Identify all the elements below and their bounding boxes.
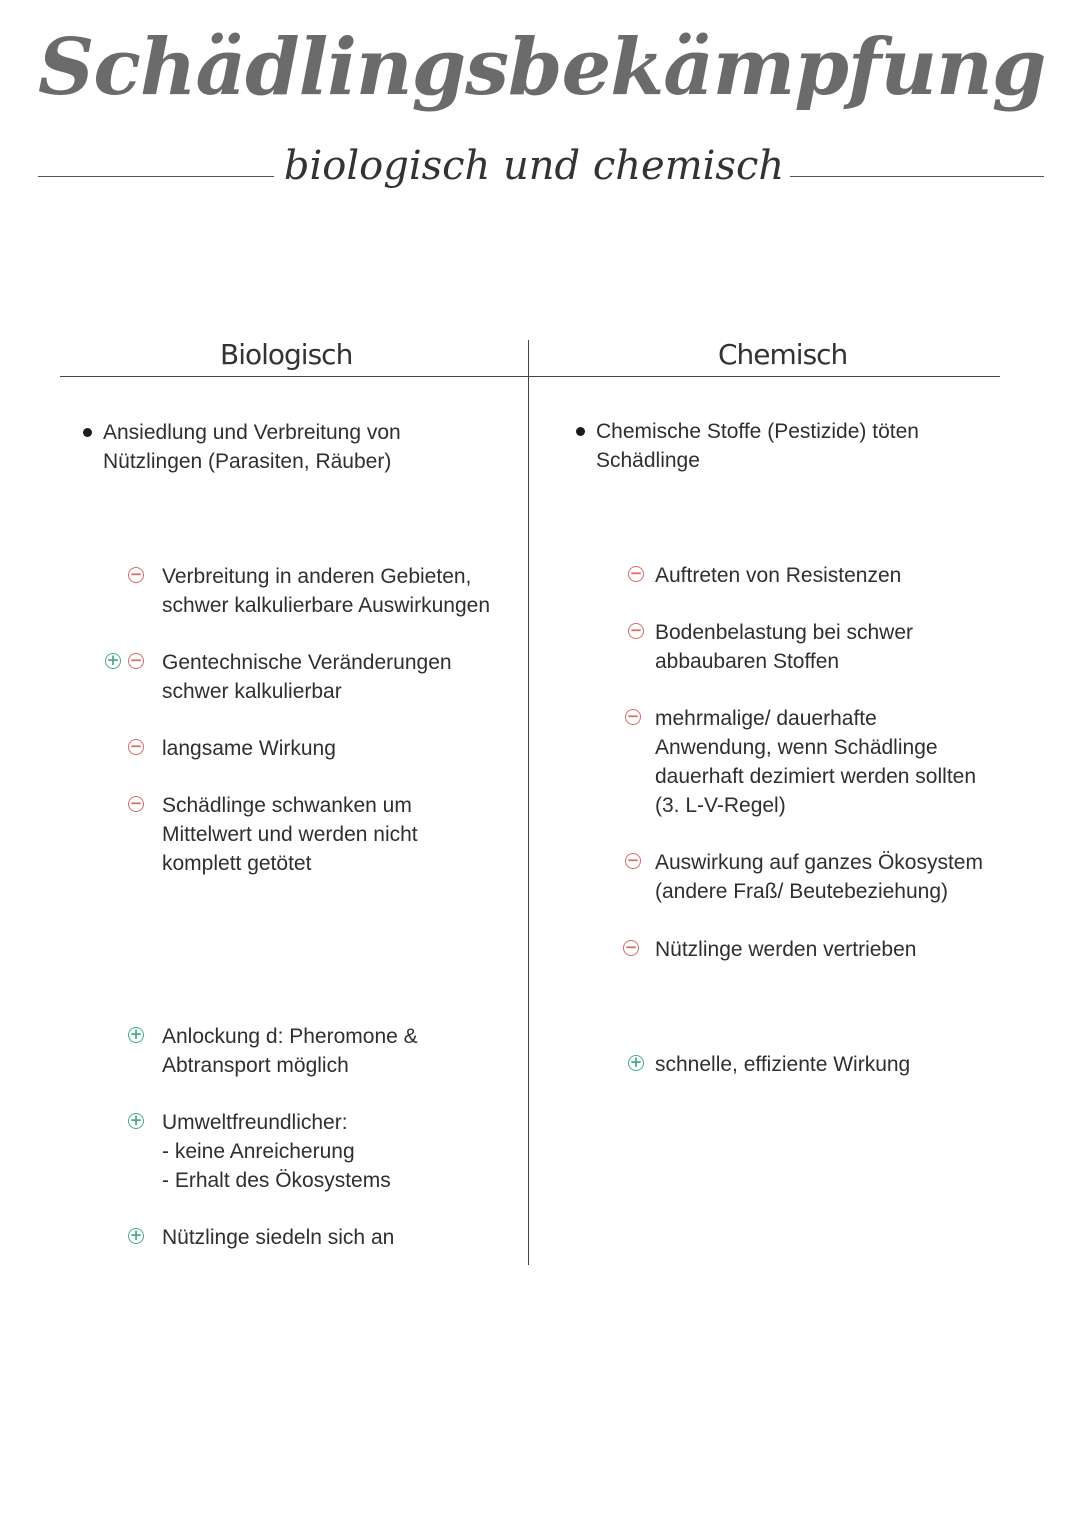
minus-icon: − <box>629 564 643 582</box>
con-item: − Auftreten von Resistenzen <box>629 564 902 587</box>
heading-chemisch: Chemisch <box>718 338 848 371</box>
pro-item: + Anlockung d: Pheromone & Abtransport möglich <box>129 1025 418 1077</box>
plus-icon: + <box>629 1053 643 1071</box>
page-title: Schädlingsbekämpfung <box>38 22 1046 113</box>
plus-icon: + <box>106 651 120 669</box>
minus-icon: − <box>626 707 640 725</box>
minus-icon: − <box>629 621 643 639</box>
minus-icon: − <box>129 794 143 812</box>
pro-con-item: + − Gentechnische Veränderungen schwer kalkulierbar <box>106 651 452 703</box>
intro-biologisch: Ansiedlung und Verbreitung von Nützlingen (Parasiten, Räuber) <box>103 418 401 476</box>
intro-chemisch: Chemische Stoffe (Pestizide) töten Schädlinge <box>596 417 919 475</box>
con-item: − Schädlinge schwanken um Mittelwert und werden nicht komplett getötet <box>129 794 418 875</box>
con-item: − Bodenbelastung bei schwer abbaubaren Stoffen <box>629 621 914 673</box>
minus-icon: − <box>624 938 638 956</box>
subtitle-rule-left <box>38 176 274 177</box>
plus-icon: + <box>129 1111 143 1129</box>
minus-icon: − <box>626 851 640 869</box>
subtitle: biologisch und chemisch <box>283 143 785 189</box>
subtitle-rule-right <box>790 176 1044 177</box>
pro-item: + schnelle, effiziente Wirkung <box>629 1053 911 1076</box>
pro-item: + Umweltfreundlicher: - keine Anreicherung - Erhalt des Ökosystems <box>129 1111 391 1192</box>
heading-biologisch: Biologisch <box>220 338 353 371</box>
minus-icon: − <box>129 651 143 669</box>
pro-item: + Nützlinge siedeln sich an <box>129 1226 395 1249</box>
minus-icon: − <box>129 737 143 755</box>
plus-icon: + <box>129 1226 143 1244</box>
bullet-dot <box>83 428 92 437</box>
con-item: − Verbreitung in anderen Gebieten, schwer kalkulierbare Auswirkungen <box>129 565 490 617</box>
con-item: − Auswirkung auf ganzes Ökosystem (andere Fraß/ Beutebeziehung) <box>626 851 983 903</box>
minus-icon: − <box>129 565 143 583</box>
bullet-dot <box>576 427 585 436</box>
con-item: − langsame Wirkung <box>129 737 336 760</box>
column-divider <box>528 340 529 1265</box>
con-item: − Nützlinge werden vertrieben <box>624 938 917 961</box>
plus-icon: + <box>129 1025 143 1043</box>
table-header-rule <box>60 376 1000 377</box>
con-item: − mehrmalige/ dauerhafte Anwendung, wenn Schädlinge dauerhaft dezimiert werden sollten (3. L-V-Regel) <box>626 707 977 817</box>
